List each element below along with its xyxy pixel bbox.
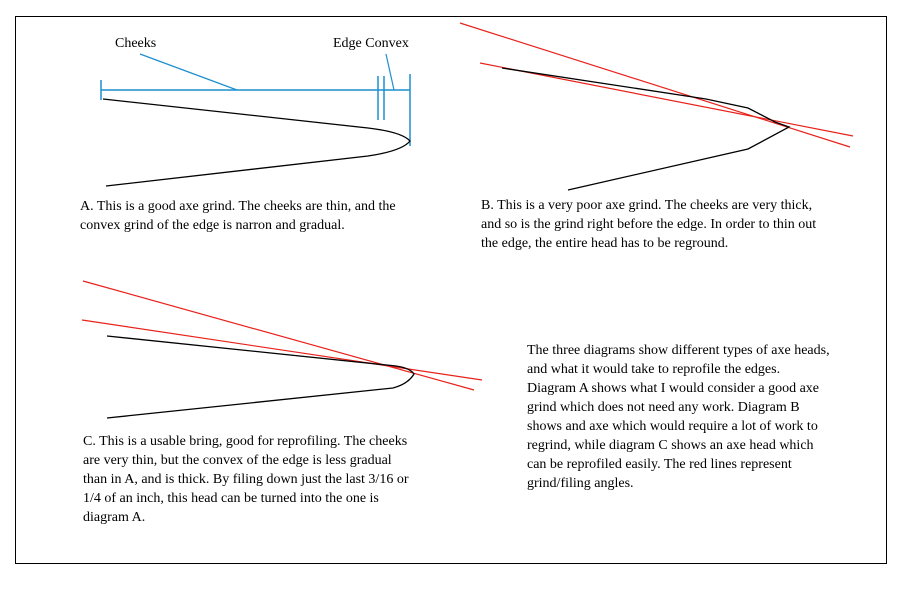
diagram-b-angle-line-1 bbox=[460, 23, 850, 147]
caption-b-line: and so is the grind right before the edge. In order to thin out bbox=[481, 217, 817, 232]
summary-line: Diagram A shows what I would consider a good axe bbox=[527, 381, 819, 396]
diagram-b bbox=[460, 23, 853, 190]
cheeks-label: Cheeks bbox=[115, 36, 157, 51]
summary-line: shows and axe which would require a lot of work to bbox=[527, 419, 818, 434]
caption-c-line: are very thin, but the convex of the edge is less gradual bbox=[83, 453, 392, 468]
diagram-a-axe-profile bbox=[103, 99, 410, 186]
caption-c-line: than in A, and is thick. By filing down just the last 3/16 or bbox=[83, 472, 409, 487]
summary-text bbox=[527, 341, 830, 493]
summary-line: The three diagrams show different types of axe heads, bbox=[527, 343, 830, 358]
summary-line: grind/filing angles. bbox=[527, 476, 634, 491]
caption-c bbox=[83, 432, 408, 527]
caption-c-line: 1/4 of an inch, this head can be turned into the one is bbox=[83, 491, 379, 506]
summary-line: and what it would take to reprofile the edges. bbox=[527, 362, 781, 377]
caption-a-line: A. This is a good axe grind. The cheeks are thin, and the bbox=[80, 199, 396, 214]
diagram-b-angle-line-2 bbox=[480, 63, 853, 136]
caption-b bbox=[481, 196, 816, 253]
edge-convex-leader-line bbox=[386, 54, 394, 90]
diagram-c-axe-profile bbox=[107, 336, 414, 418]
summary-line: regrind, while diagram C shows an axe head which bbox=[527, 438, 814, 453]
summary-line: grind which does not need any work. Diagram B bbox=[527, 400, 800, 415]
diagram-c bbox=[82, 281, 482, 418]
summary-line: can be reprofiled easily. The red lines represent bbox=[527, 457, 792, 472]
caption-a bbox=[80, 197, 396, 235]
diagram-c-angle-line-2 bbox=[82, 320, 482, 380]
diagram-b-axe-profile bbox=[502, 68, 789, 190]
caption-b-line: B. This is a very poor axe grind. The cheeks are very thick, bbox=[481, 198, 813, 213]
cheeks-leader-line bbox=[140, 54, 237, 90]
edge-convex-label: Edge Convex bbox=[333, 36, 409, 51]
caption-c-line: diagram A. bbox=[83, 510, 146, 525]
diagram-c-angle-line-1 bbox=[83, 281, 474, 390]
diagram-a bbox=[101, 54, 410, 186]
caption-c-line: C. This is a usable bring, good for reprofiling. The cheeks bbox=[83, 434, 408, 449]
caption-a-line: convex grind of the edge is narron and gradual. bbox=[80, 218, 345, 233]
caption-b-line: the edge, the entire head has to be reground. bbox=[481, 236, 729, 251]
